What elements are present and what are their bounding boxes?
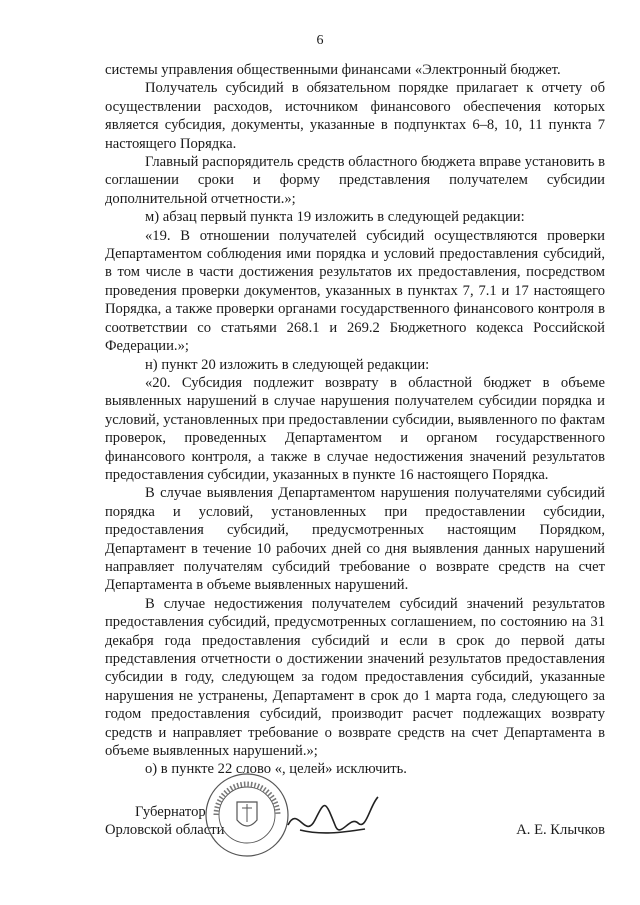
official-seal-icon [204,772,290,858]
paragraph: «19. В отношении получателей субсидий осуществляются проверки Департаментом соблюдения ими порядка и условий предоставления субсидий, в том числе в части достижения результатов их предоставления, посредством проведения проверки документов, указанных в пунктах 7, 7.1 и 17 настоящего Порядка, а также проверки органами государственного финансового контроля в соответствии со статьями 268.1 и 269.2 Бюджетного кодекса Российской Федерации.»; [105,227,605,355]
signatory-name: А. Е. Клычков [516,822,605,838]
paragraph: н) пункт 20 изложить в следующей редакции: [145,356,430,373]
document-body [105,61,605,779]
position-line-2: Орловской области [105,822,225,839]
paragraph: Получатель субсидий в обязательном порядке прилагает к отчету об осуществлении расходов, источником финансового обеспечения которых является субсидия, документы, указанные в подпунктах 6–8, 10, 11 пункта 7 настоящего Порядка. [105,80,605,152]
paragraph: м) абзац первый пункта 19 изложить в следующей редакции: [145,209,525,226]
paragraph: В случае недостижения получателем субсидий значений результатов предоставления субсидий, предусмотренных соглашением, по состоянию на 31 декабря года предоставления субсидий и если в срок до первой даты представления отчетности о достижении значений результатов предоставления субсидии в году, следующем за годом предоставления субсидий, указанные нарушения не устранены, Департамент в срок до 1 марта года, следующего за годом предоставления субсидий, производит расчет подлежащих возврату средств и направляет требование о возврате средств на счет Департамента в объеме выявленных нарушений.»; [105,595,605,760]
paragraph: системы управления общественными финансами «Электронный бюджет. [105,62,561,78]
handwritten-signature-icon [280,785,390,855]
page-number: 6 [316,33,324,48]
paragraph: Главный распорядитель средств областного бюджета вправе установить в соглашении сроки и форму представления получателем субсидии дополнительной отчетности.»; [105,154,605,207]
paragraph: о) в пункте 22 слово «, целей» исключить. [145,761,407,778]
paragraph: «20. Субсидия подлежит возврату в областной бюджет в объеме выявленных нарушений в случае нарушения получателем субсидии порядка и условий, установленных при предоставлении субсидии, выявленного по фактам проверок, проведенных Департаментом и органом государственного финансового контроля, а также в случае недостижения значений результатов предоставления субсидии, указанных в пункте 16 настоящего Порядка. [105,374,605,483]
paragraph: В случае выявления Департаментом нарушения получателями субсидий порядка и условий, установленных при предоставлении субсидии, предоставления субсидий, предусмотренных настоящим Порядком, Департамент в течение 10 рабочих дней со дня выявления данных нарушений направляет получателям субсидий требование о возврате средств на счет Департамента в объеме выявленных нарушений. [105,485,605,594]
position-line-1: Губернатор [135,804,206,820]
